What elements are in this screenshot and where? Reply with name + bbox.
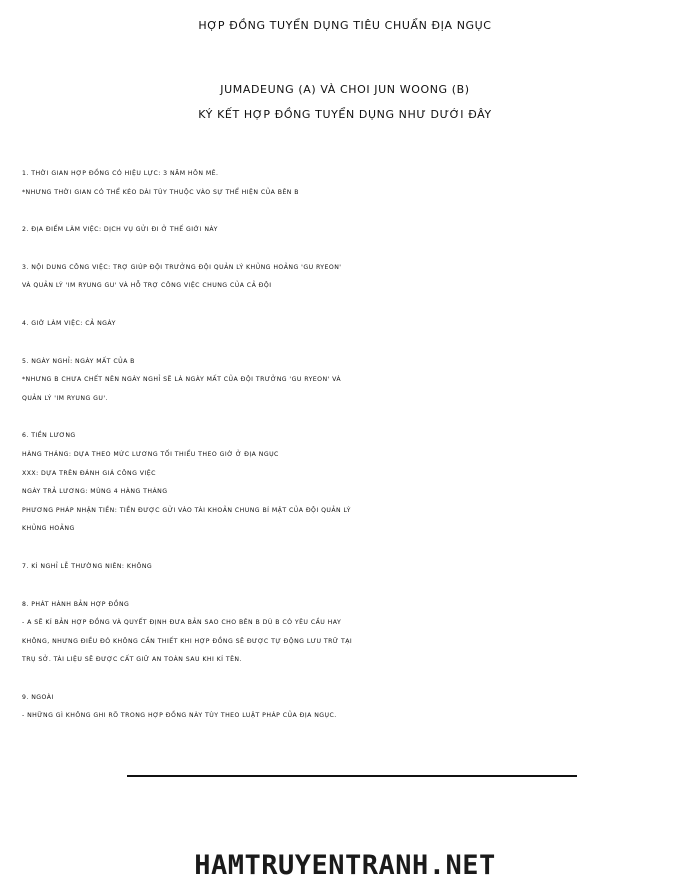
parties-line: JUMADEUNG (A) VÀ CHOI JUN WOONG (B) [220, 83, 470, 96]
clause-line: 4. GIỜ LÀM VIỆC: CẢ NGÀY [22, 319, 116, 327]
clause-line: 8. PHÁT HÀNH BẢN HỢP ĐỒNG [22, 600, 130, 608]
clause-line: 2. ĐỊA ĐIỂM LÀM VIỆC: DỊCH VỤ GỬI ĐI Ở THẾ GIỚI NÀY [22, 226, 218, 234]
contract-title: HỢP ĐỒNG TUYỂN DỤNG TIÊU CHUẨN ĐỊA NGỤC [198, 19, 492, 32]
clause-line: *NHƯNG THỜI GIAN CÓ THỂ KÉO DÀI TÙY THUỘC VÀO SỰ THỂ HIỆN CỦA BÊN B [22, 188, 300, 196]
clause-line: NGÀY TRẢ LƯƠNG: MÙNG 4 HÀNG THÁNG [22, 488, 168, 496]
site-watermark: HAMTRUYENTRANH.NET [194, 850, 496, 881]
contract-clause [22, 259, 682, 296]
contract-clause [22, 689, 682, 726]
clause-line: XXX: DỰA TRÊN ĐÁNH GIÁ CÔNG VIỆC [22, 469, 156, 477]
contract-clause [22, 353, 682, 409]
clause-line: KHÔNG, NHƯNG ĐIỀU ĐÓ KHÔNG CẦN THIẾT KHI HỢP ĐỒNG SẼ ĐƯỢC TỰ ĐỘNG LƯU TRỮ TẠI [22, 637, 353, 645]
clause-line: 5. NGÀY NGHỈ: NGÀY MẤT CỦA B [22, 357, 135, 365]
contract-clause [22, 596, 682, 670]
clause-line: PHƯƠNG PHÁP NHẬN TIỀN: TIỀN ĐƯỢC GỬI VÀO TÀI KHOẢN CHUNG BÍ MẬT CỦA ĐỘI QUẢN LÝ [22, 506, 351, 514]
clause-line: 7. KÌ NGHỈ LỄ THƯỜNG NIÊN: KHÔNG [22, 562, 153, 570]
clause-line: VÀ QUẢN LÝ 'IM RYUNG GU' VÀ HỖ TRỢ CÔNG VIỆC CHUNG CỦA CẢ ĐỘI [22, 282, 272, 290]
clause-line: 1. THỜI GIAN HỢP ĐỒNG CÓ HIỆU LỰC: 3 NĂM HÔN MÊ. [22, 170, 219, 177]
signing-line: KÝ KẾT HỢP ĐỒNG TUYỂN DỤNG NHƯ DƯỚI ĐÂY [198, 108, 492, 121]
clause-line: 3. NỘI DUNG CÔNG VIỆC: TRỢ GIÚP ĐỘI TRƯỞNG ĐỘI QUẢN LÝ KHỦNG HOẢNG 'GU RYEON' [22, 263, 342, 271]
clause-line: TRỤ SỞ. TÀI LIỆU SẼ ĐƯỢC CẤT GIỮ AN TOÀN SAU KHI KÍ TÊN. [22, 656, 242, 664]
clause-line: 9. NGOÀI [22, 693, 54, 701]
contract-clause [22, 427, 682, 539]
contract-clause [22, 558, 682, 577]
signature-line-divider [127, 775, 577, 777]
contract-clause [22, 315, 682, 334]
clause-line: - A SẼ KÍ BẢN HỢP ĐỒNG VÀ QUYẾT ĐỊNH ĐƯA BẢN SAO CHO BÊN B DÙ B CÓ YÊU CẦU HAY [22, 619, 342, 627]
clause-line: HÀNG THÁNG: DỰA THEO MỨC LƯƠNG TỐI THIỂU THEO GIỜ Ở ĐỊA NGỤC [22, 450, 279, 458]
clause-line: 6. TIỀN LƯƠNG [22, 432, 76, 440]
clause-line: QUẢN LÝ 'IM RYUNG GU'. [22, 394, 108, 402]
clause-line: - NHỮNG GÌ KHÔNG GHI RÕ TRONG HỢP ĐỒNG NÀY TÙY THEO LUẬT PHÁP CỦA ĐỊA NGỤC. [22, 712, 337, 720]
clause-line: KHỦNG HOẢNG [22, 525, 75, 533]
contract-clause [22, 165, 682, 202]
contract-clause [22, 221, 682, 240]
clause-list [22, 165, 682, 745]
clause-line: *NHƯNG B CHƯA CHẾT NÊN NGÀY NGHỈ SẼ LÀ NGÀY MẤT CỦA ĐỘI TRƯỞNG 'GU RYEON' VÀ [22, 376, 342, 384]
